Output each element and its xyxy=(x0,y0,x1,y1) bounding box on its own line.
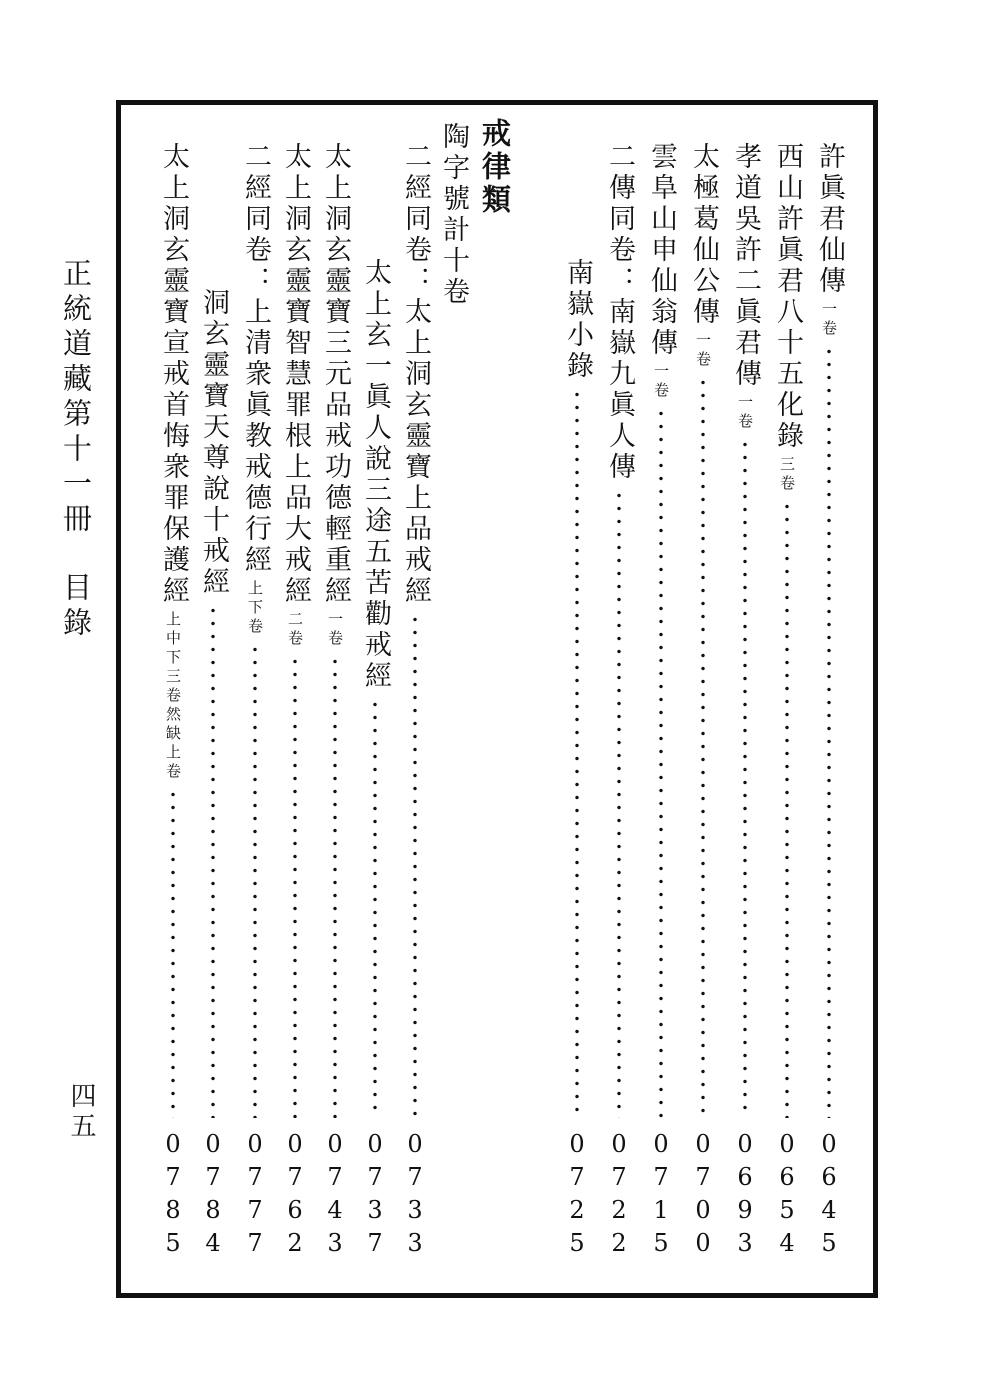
page-digit: 7 xyxy=(287,1163,303,1191)
page-digit: 6 xyxy=(779,1163,795,1191)
page-digit: 3 xyxy=(407,1196,423,1224)
entry-page xyxy=(327,1128,342,1260)
entry-note: 上下卷 xyxy=(246,580,264,637)
entry-page xyxy=(205,1128,220,1260)
page-digit: 0 xyxy=(611,1130,627,1158)
entry-page xyxy=(367,1128,382,1260)
leader-dots xyxy=(333,655,337,1118)
page-digit: 7 xyxy=(205,1163,221,1191)
leader-dots xyxy=(743,438,747,1118)
entry-note: 一卷 xyxy=(736,394,754,432)
entry-page xyxy=(247,1128,262,1260)
entry-note: 一卷 xyxy=(652,363,670,401)
page-digit: 7 xyxy=(653,1163,669,1191)
page-digit: 0 xyxy=(653,1130,669,1158)
entry-title: 太極葛仙公傳 xyxy=(688,142,719,328)
page-digit: 4 xyxy=(327,1196,343,1224)
page-digit: 0 xyxy=(821,1130,837,1158)
toc-entry xyxy=(560,142,594,1260)
page-digit: 0 xyxy=(407,1130,423,1158)
toc-entry xyxy=(686,142,720,1260)
entry-title: 太上洞玄靈寶智慧罪根上品大戒經 xyxy=(280,142,311,607)
page-digit: 7 xyxy=(367,1163,383,1191)
toc-entry xyxy=(812,142,846,1260)
page-digit: 7 xyxy=(247,1196,263,1224)
page-digit: 0 xyxy=(247,1130,263,1158)
page-digit: 6 xyxy=(821,1163,837,1191)
toc-entry xyxy=(318,142,352,1260)
leader-dots xyxy=(253,643,257,1118)
page-digit: 2 xyxy=(569,1196,585,1224)
page-digit: 3 xyxy=(367,1196,383,1224)
leader-dots xyxy=(659,407,663,1118)
page-digit: 4 xyxy=(779,1229,795,1257)
leader-dots xyxy=(701,376,705,1118)
leader-dots xyxy=(785,500,789,1118)
leader-dots xyxy=(211,604,215,1118)
toc-entry xyxy=(196,238,230,1260)
page-digit: 9 xyxy=(737,1196,753,1224)
entry-page xyxy=(737,1128,752,1260)
page-number: 四五 xyxy=(66,1082,96,1142)
page-digit: 0 xyxy=(695,1229,711,1257)
page-digit: 1 xyxy=(653,1196,669,1224)
page-digit: 0 xyxy=(367,1130,383,1158)
toc-entry xyxy=(770,142,804,1260)
page-digit: 6 xyxy=(737,1163,753,1191)
page-digit: 7 xyxy=(247,1163,263,1191)
entry-note: 一卷 xyxy=(694,332,712,370)
entry-page xyxy=(821,1128,836,1260)
entry-note: 一卷 xyxy=(820,301,838,339)
leader-dots xyxy=(171,788,175,1118)
page-digit: 2 xyxy=(287,1229,303,1257)
entry-page xyxy=(287,1128,302,1260)
series-title: 陶字號計十卷 xyxy=(438,122,469,308)
page-digit: 4 xyxy=(821,1196,837,1224)
entry-title: 太上洞玄靈寶宣戒首悔衆罪保護經 xyxy=(158,142,189,607)
page-digit: 7 xyxy=(695,1163,711,1191)
page-digit: 5 xyxy=(569,1229,585,1257)
entry-page xyxy=(653,1128,668,1260)
page-digit: 5 xyxy=(653,1229,669,1257)
entry-title: 洞玄靈寶天尊說十戒經 xyxy=(198,288,229,598)
category-heading xyxy=(478,118,512,221)
toc-entry xyxy=(644,142,678,1260)
page-digit: 0 xyxy=(737,1130,753,1158)
entry-note: 一卷 xyxy=(326,611,344,649)
entry-page xyxy=(695,1128,710,1260)
leader-dots xyxy=(293,655,297,1118)
entry-title: 二經同卷：太上洞玄靈寶上品戒經 xyxy=(400,142,431,607)
entry-title: 二傳同卷：南嶽九眞人傳 xyxy=(604,142,635,483)
page-digit: 8 xyxy=(165,1196,181,1224)
entry-page xyxy=(779,1128,794,1260)
entry-page xyxy=(569,1128,584,1260)
page-digit: 0 xyxy=(165,1130,181,1158)
page-digit: 7 xyxy=(367,1229,383,1257)
page-digit: 3 xyxy=(407,1229,423,1257)
page-digit: 2 xyxy=(611,1196,627,1224)
page-digit: 0 xyxy=(779,1130,795,1158)
entry-page xyxy=(165,1128,180,1260)
running-header xyxy=(58,258,94,642)
entry-note: 上中下三卷然缺上卷 xyxy=(164,611,182,782)
page-digit: 2 xyxy=(611,1229,627,1257)
toc-entry xyxy=(358,142,392,1260)
page-digit: 8 xyxy=(205,1196,221,1224)
volume-title: 正統道藏第十一冊 xyxy=(59,258,93,538)
page-digit: 7 xyxy=(327,1163,343,1191)
page-digit: 6 xyxy=(287,1196,303,1224)
toc-entry xyxy=(602,142,636,1260)
page-digit: 7 xyxy=(407,1163,423,1191)
entry-title: 太上玄一眞人說三途五苦勸戒經 xyxy=(360,258,391,692)
leader-dots xyxy=(575,388,579,1118)
toc-entry xyxy=(728,142,762,1260)
page-digit: 0 xyxy=(205,1130,221,1158)
entry-note: 二卷 xyxy=(286,611,304,649)
entry-page xyxy=(407,1128,422,1260)
toc-entry xyxy=(398,142,432,1260)
page-digit: 5 xyxy=(779,1196,795,1224)
leader-dots xyxy=(827,345,831,1118)
page-digit: 7 xyxy=(569,1163,585,1191)
page-digit: 3 xyxy=(327,1229,343,1257)
entry-title: 二經同卷：上清衆眞教戒德行經 xyxy=(240,142,271,576)
category-title: 戒律類 xyxy=(478,118,512,217)
leader-dots xyxy=(617,489,621,1118)
entry-title: 西山許眞君八十五化錄 xyxy=(772,142,803,452)
entry-page xyxy=(611,1128,626,1260)
page-digit: 0 xyxy=(695,1130,711,1158)
page-digit: 5 xyxy=(165,1229,181,1257)
toc-entry xyxy=(156,142,190,1260)
page-digit: 0 xyxy=(287,1130,303,1158)
entry-title: 許眞君仙傳 xyxy=(814,142,845,297)
entry-title: 孝道吳許二眞君傳 xyxy=(730,142,761,390)
entry-note: 三卷 xyxy=(778,456,796,494)
entry-title: 南嶽小錄 xyxy=(562,258,593,382)
page-digit: 7 xyxy=(247,1229,263,1257)
page-digit: 7 xyxy=(165,1163,181,1191)
page-digit: 0 xyxy=(327,1130,343,1158)
toc-entry xyxy=(238,142,272,1260)
entry-title: 雲阜山申仙翁傳 xyxy=(646,142,677,359)
page-digit: 0 xyxy=(569,1130,585,1158)
leader-dots xyxy=(413,613,417,1118)
page-digit: 3 xyxy=(737,1229,753,1257)
section-title: 目錄 xyxy=(59,572,93,642)
page-digit: 4 xyxy=(205,1229,221,1257)
toc-entry xyxy=(278,142,312,1260)
page-digit: 0 xyxy=(695,1196,711,1224)
page-digit: 7 xyxy=(611,1163,627,1191)
series-heading xyxy=(436,122,470,312)
leader-dots xyxy=(373,698,377,1118)
entry-title: 太上洞玄靈寶三元品戒功德輕重經 xyxy=(320,142,351,607)
page-digit: 5 xyxy=(821,1229,837,1257)
page-frame xyxy=(116,100,878,1298)
